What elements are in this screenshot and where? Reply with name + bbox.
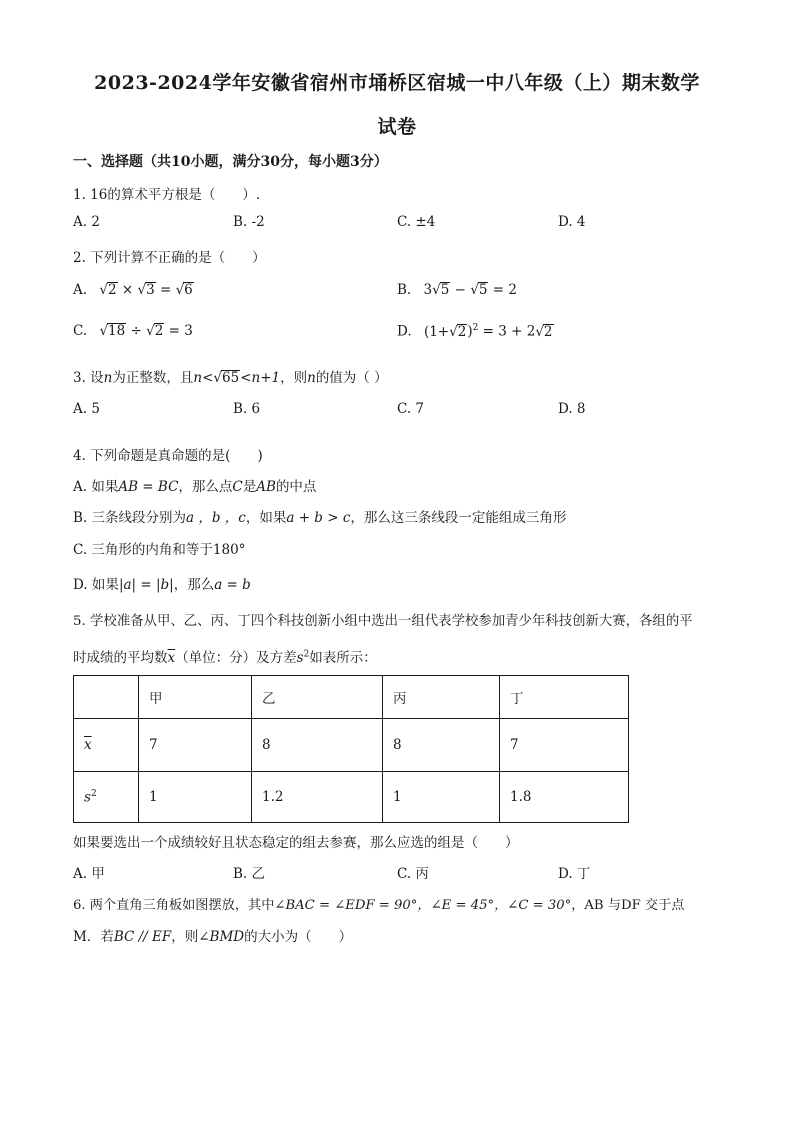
q4-a-ab: AB: [256, 479, 276, 495]
q4-b-mid: ，如果: [245, 510, 287, 526]
table-corner-cell: [74, 676, 139, 719]
q2-d-close: ): [467, 323, 473, 340]
table-row-variance: [74, 772, 629, 823]
q3-lt-1: <: [202, 370, 214, 386]
q6-line1-math2: ，∠E = 45°: [417, 898, 495, 913]
q2-option-d: D. $(1+√2)^2 = 3 + 2√2$: [397, 323, 553, 340]
q2-a-rad-2: 3: [146, 282, 155, 298]
q2-b-minus: −: [454, 282, 466, 298]
q4-option-b: [73, 506, 566, 526]
q2-b-eq: = 2: [492, 282, 517, 298]
table-header-ding: 丁: [500, 676, 629, 719]
q5-xbar: $\overline{x}$: [167, 650, 176, 666]
table-header-bing: 丙: [383, 676, 500, 719]
q4-option-d: [73, 573, 251, 593]
q6-stem-line-1: [73, 894, 684, 913]
q4-b-math: a + b > c: [286, 510, 351, 526]
q2-d-rad-2: 2: [543, 323, 553, 340]
q3-option-c: C. 7: [397, 401, 425, 417]
q2-c-rad-2: 2: [154, 323, 164, 339]
q6-line2-math2: ∠BMD: [198, 929, 245, 945]
q1-option-a: A. 2: [73, 214, 100, 230]
q5-stem2-pre: 时成绩的平均数: [73, 650, 168, 666]
q5-option-b: B. 乙: [233, 866, 266, 882]
q6-line2-pre: M．若: [73, 929, 114, 945]
q4-d-math1: |a| = |b|: [118, 577, 174, 593]
q4-b-post: ，那么这三条线段一定能组成三角形: [350, 510, 567, 526]
table-cell: 8: [252, 719, 383, 772]
q2-a-rad-3: 6: [184, 282, 193, 298]
q4-d-math2: a = b: [214, 577, 251, 593]
q3-option-d: D. 8: [558, 401, 586, 417]
table-cell: 1: [383, 772, 500, 823]
q4-option-c: C. 三角形的内角和等于180°: [73, 542, 246, 558]
q4-d-mid: ，那么: [173, 577, 215, 593]
q3-stem-post: 的值为（ ）: [315, 370, 388, 386]
q2-b-rad-2: 5: [478, 282, 488, 298]
q4-option-a: [73, 475, 316, 495]
q2-a-times: ×: [121, 282, 134, 298]
table-cell: 7: [500, 719, 629, 772]
q2-c-div: ÷: [130, 323, 142, 339]
q3-lt-2: <: [240, 370, 252, 386]
exam-title-line-2: 试卷: [377, 116, 417, 138]
q3-n-plus-1: n+1: [251, 370, 281, 386]
table-row-mean: [74, 719, 629, 772]
exam-title-line-1: 2023-2024学年安徽省宿州市埇桥区宿城一中八年级（上）期末数学: [94, 72, 700, 94]
q3-n-1: n: [103, 370, 113, 386]
table-cell: 1.2: [252, 772, 383, 823]
q1-stem: 1. 16的算术平方根是（ ）.: [73, 187, 261, 203]
q2-b-rad-1: 5: [440, 282, 450, 298]
q4-a-mid: ，那么点: [178, 479, 233, 495]
table-mean-symbol: $\overline{x}$: [84, 737, 92, 753]
q2-b-coef: 3: [423, 282, 433, 298]
table-cell: 1.8: [500, 772, 629, 823]
q3-stem: 3. 设n为正整数，且n<√65<n+1，则n的值为（ ）: [73, 370, 388, 386]
q5-option-d: D. 丁: [558, 866, 591, 882]
q5-stem-line-1: 5. 学校准备从甲、乙、丙、丁四个科技创新小组中选出一组代表学校参加青少年科技创新大赛，各组的平: [73, 614, 693, 629]
q2-option-b: B. 3√5 − √5 = 2: [397, 282, 517, 298]
q5-stem-line-2: [73, 646, 377, 666]
q4-b-pre: B. 三条线段分别为: [73, 510, 187, 526]
q2-d-exp: 2: [472, 323, 479, 333]
q2-c-rad-1: 18: [108, 323, 126, 339]
q2-c-eq: = 3: [168, 323, 193, 339]
q5-score-table: [73, 675, 629, 823]
q5-followup: 如果要选出一个成绩较好且状态稳定的组去参赛，那么应选的组是（ ）: [73, 835, 519, 851]
q2-option-c-label: C.: [73, 323, 88, 339]
q5-option-c: C. 丙: [397, 866, 429, 882]
q2-option-c: C. √18 ÷ √2 = 3: [73, 323, 193, 339]
q4-a-mid2: 是: [242, 479, 257, 495]
q2-option-a: A. √2 × √3 = √6: [73, 282, 193, 298]
q1-option-d: D. 4: [558, 214, 586, 230]
q3-stem-mid3: ，则: [280, 370, 308, 386]
q2-d-rad-1: 2: [457, 323, 467, 340]
q5-s-sup: 2: [303, 649, 310, 660]
table-row-label-mean: [74, 719, 139, 772]
q6-line2-post: 的大小为（ ）: [244, 929, 353, 945]
q3-option-a: A. 5: [73, 401, 100, 417]
q4-b-vars: a ，b ，c: [186, 510, 246, 526]
table-header-yi: 乙: [252, 676, 383, 719]
q2-a-rad-1: 2: [107, 282, 117, 298]
table-row-label-variance: [74, 772, 139, 823]
q5-option-a: A. 甲: [73, 866, 105, 882]
q6-line1-math1: ∠BAC = ∠EDF = 90°: [274, 898, 418, 913]
section-heading: 一、选择题（共10小题，满分30分，每小题3分）: [73, 154, 388, 170]
q5-stem2-mid: （单位：分）及方差: [175, 650, 297, 666]
q3-n-3: n: [307, 370, 316, 386]
q4-a-math: AB = BC: [118, 479, 179, 495]
q3-n-2: n: [193, 370, 203, 386]
q6-line1-pre: 6. 两个直角三角板如图摆放，其中: [73, 898, 275, 913]
q3-stem-pre: 3. 设: [73, 370, 104, 386]
table-cell: 7: [139, 719, 252, 772]
q4-d-pre: D. 如果: [73, 577, 119, 593]
q3-rad: 65: [222, 370, 240, 386]
q6-line2-math1: BC // EF: [113, 929, 172, 945]
q2-d-open: (1+: [423, 323, 450, 340]
table-var-sup: 2: [90, 788, 97, 799]
q3-stem-mid1: 为正整数，且: [112, 370, 194, 386]
table-var-symbol: s: [84, 789, 91, 806]
q1-option-c: C. ±4: [397, 214, 436, 230]
q4-a-pre: A. 如果: [73, 479, 119, 495]
q1-option-b: B. -2: [233, 214, 265, 230]
table-cell: 8: [383, 719, 500, 772]
q5-stem2-post: 如表所示：: [309, 650, 377, 666]
q2-option-b-label: B.: [397, 282, 412, 298]
q2-d-eq: = 3 + 2: [482, 323, 536, 340]
q4-a-post: 的中点: [275, 479, 317, 495]
q4-a-c: C: [232, 479, 243, 495]
q4-stem: 4. 下列命题是真命题的是( ): [73, 448, 263, 464]
q2-option-a-label: A.: [73, 282, 88, 298]
q3-option-b: B. 6: [233, 401, 261, 417]
table-cell: 1: [139, 772, 252, 823]
q6-line2-mid: ，则: [171, 929, 199, 945]
q5-s: s: [296, 650, 304, 666]
q6-line1-post: ，AB 与DF 交于点: [571, 898, 685, 913]
q2-stem: 2. 下列计算不正确的是（ ）: [73, 250, 266, 266]
q6-stem-line-2: [73, 925, 352, 945]
q2-a-eq: =: [159, 282, 172, 298]
table-header-row: [74, 676, 629, 719]
q2-option-d-label: D.: [397, 323, 412, 340]
q6-line1-math3: ，∠C = 30°: [494, 898, 572, 913]
table-header-jia: 甲: [139, 676, 252, 719]
